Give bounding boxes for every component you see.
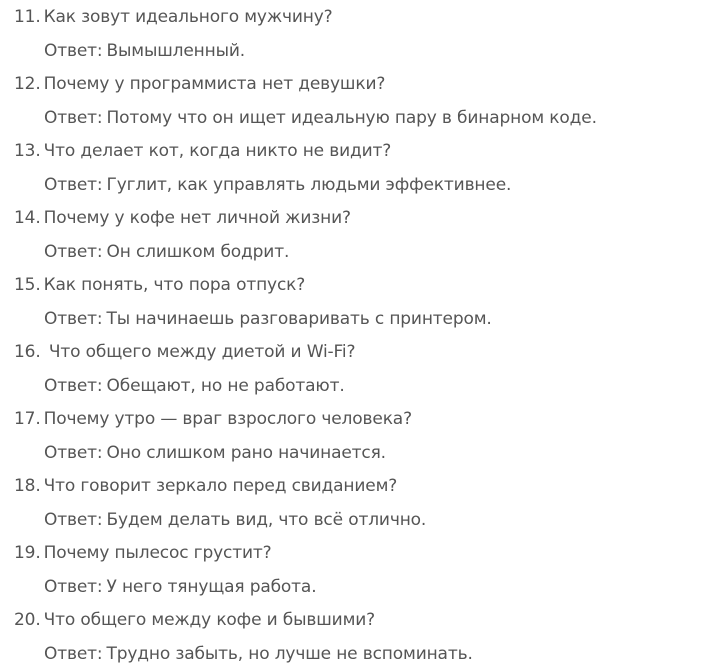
question-line [14,470,706,504]
answer-label: Ответ: [44,644,103,664]
question-text: Что общего между диетой и Wi-Fi? [44,342,356,362]
qa-item-11 [14,1,706,68]
qa-item-18 [14,470,706,537]
question-line [14,269,706,303]
question-text: Почему пылесос грустит? [44,543,272,563]
qa-item-16 [14,336,706,403]
answer-label: Ответ: [44,309,103,329]
answer-label: Ответ: [44,577,103,597]
answer-label: Ответ: [44,376,103,396]
answer-line [14,102,706,136]
question-number: 18. [14,470,41,504]
qa-item-14 [14,202,706,269]
question-text: Как зовут идеального мужчину? [44,7,333,27]
answer-line [14,303,706,337]
answer-text: Потому что он ищет идеальную пару в бинарном коде. [107,108,597,128]
question-line [14,202,706,236]
answer-line [14,169,706,203]
answer-text: Обещают, но не работают. [107,376,345,396]
qa-item-15 [14,269,706,336]
answer-text: Ты начинаешь разговаривать с принтером. [107,309,492,329]
question-line [14,537,706,571]
answer-label: Ответ: [44,108,103,128]
answer-text: Трудно забыть, но лучше не вспоминать. [107,644,473,664]
question-number: 17. [14,403,41,437]
qa-item-20 [14,604,706,671]
question-line [14,403,706,437]
question-text: Почему у кофе нет личной жизни? [44,208,351,228]
question-number: 14. [14,202,41,236]
answer-label: Ответ: [44,41,103,61]
answer-text: Гуглит, как управлять людьми эффективнее. [107,175,512,195]
question-number: 13. [14,135,41,169]
answer-line [14,571,706,605]
question-line [14,336,706,370]
question-number: 15. [14,269,41,303]
answer-label: Ответ: [44,443,103,463]
qa-item-17 [14,403,706,470]
question-text: Что делает кот, когда никто не видит? [44,141,392,161]
question-number: 11. [14,1,41,35]
question-text: Почему у программиста нет девушки? [44,74,386,94]
qa-item-12 [14,68,706,135]
answer-line [14,236,706,270]
answer-text: У него тянущая работа. [107,577,317,597]
answer-text: Будем делать вид, что всё отлично. [107,510,427,530]
answer-line [14,35,706,69]
answer-label: Ответ: [44,175,103,195]
answer-line [14,370,706,404]
answer-line [14,504,706,538]
answer-label: Ответ: [44,242,103,262]
question-number: 20. [14,604,41,638]
answer-text: Оно слишком рано начинается. [107,443,386,463]
question-line [14,604,706,638]
question-line [14,68,706,102]
qa-item-13 [14,135,706,202]
question-number: 16. [14,336,41,370]
answer-label: Ответ: [44,510,103,530]
answer-text: Вымышленный. [107,41,246,61]
answer-text: Он слишком бодрит. [107,242,290,262]
qa-item-19 [14,537,706,604]
question-number: 19. [14,537,41,571]
answer-line [14,638,706,671]
question-line [14,1,706,35]
question-number: 12. [14,68,41,102]
question-text: Почему утро — враг взрослого человека? [44,409,412,429]
answer-line [14,437,706,471]
qa-list [14,1,706,671]
question-text: Что говорит зеркало перед свиданием? [44,476,398,496]
question-text: Что общего между кофе и бывшими? [44,610,375,630]
question-line [14,135,706,169]
question-text: Как понять, что пора отпуск? [44,275,306,295]
